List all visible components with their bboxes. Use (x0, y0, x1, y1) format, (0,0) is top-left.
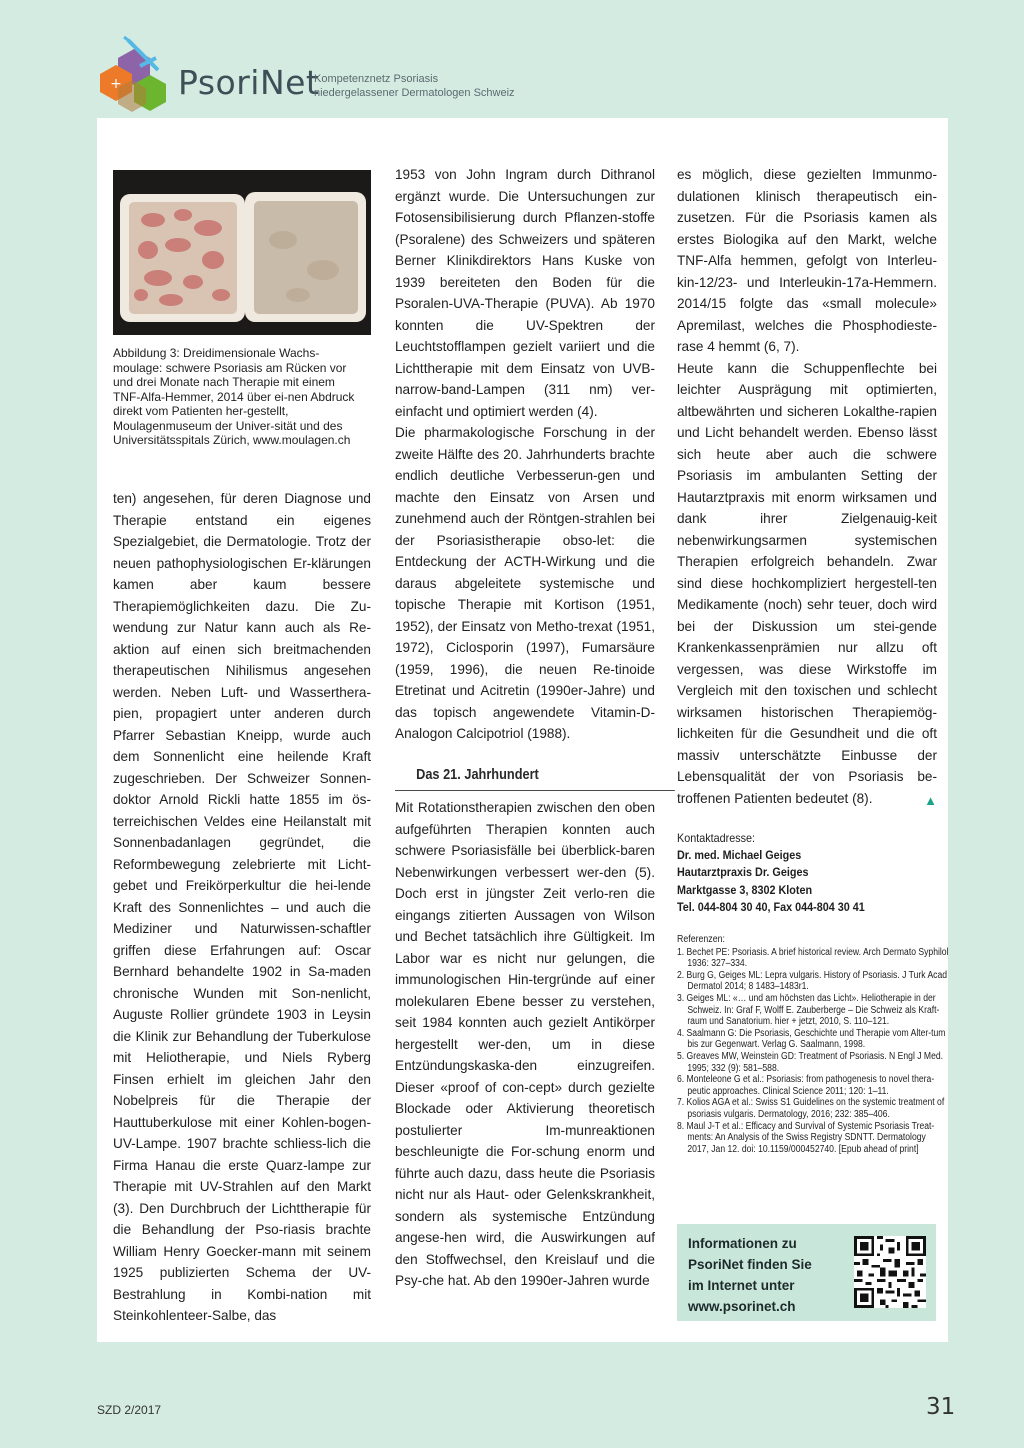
contact-label: Kontaktadresse: (677, 831, 756, 845)
reference-item: 2. Burg G, Geiges ML: Lepra vulgaris. History of Psoriasis. J Turk Acad Dermatol 2014; 8 1483–1483r1. (677, 969, 948, 993)
contact-street: Marktgasse 3, 8302 Kloten (677, 882, 813, 897)
contact-phone: Tel. 044-804 30 40, Fax 044-804 30 41 (677, 899, 865, 914)
paragraph-text: Heute kann die Schuppenflechte bei leichter Ausprägung mit optimierten, altbewährten und sicheren Lokalthe-rapien und Licht behandelt werden. Ebenso lässt sich heute aber auch die schwere Psoriasis im ambulanten Setting der Hautarztpraxis mit enorm wirksamen und dank ihrer Zielgenauig-keit nebenwirkungsarmen systemischen Therapien erfolgreich behandeln. Zwar sind diese hochkompliziert hergestell-ten Medikamente (noch) sehr teuer, doch wird bei der Diskussion um stei-gende Krankenkassenprämien nur allzu oft vergessen, was diese Wirkstoffe im Vergleich mit den toxischen und schlecht wirksamen historischen Therapiemög-lichkeiten für die Gesundheit und die oft massiv unterschätzte Einbusse der Lebensqualität der von Psoriasis be-troffenen Patienten bedeutet (8). (677, 360, 937, 806)
info-line: im Internet unter (688, 1278, 795, 1293)
tagline-line2: niedergelassener Dermatologen Schweiz (314, 87, 515, 99)
paragraph: es möglich, diese gezielten Immunmo-dulationen klinisch therapeutisch ein-zusetzen. Für die Psoriasis kamen als erstes Biologika auf den Markt, welche TNF-Alfa hemmen, gefolgt von Interleu-kin-12/23- und Interleukin-17a-Hemmern. 2014/15 folgte das «small molecule» Apremilast, welches die Phosphodieste-rase 4 hemmt (6, 7). (677, 167, 937, 354)
contact-name: Dr. med. Michael Geiges (677, 848, 802, 863)
info-url[interactable]: www.psorinet.ch (688, 1299, 796, 1314)
tagline-line1: Kompetenznetz Psoriasis (314, 73, 439, 85)
reference-item: 6. Monteleone G et al.: Psoriasis: from pathogenesis to novel thera-peutic approaches. Clinical Science 2011; 120: 1–11. (677, 1074, 935, 1097)
column-2 (395, 164, 655, 1292)
paragraph: 1953 von John Ingram durch Dithranol ergänzt wurde. Die Untersuchungen zur Fotosensibilisierung durch Pflanzen-stoffe (Psoralene) des Schweizers und späteren Berner Klinikdirektors Hans Kuske von 1939 bereiteten den Boden für die Psoralen-UVA-Therapie (PUVA). Ab 1970 konnten die UV-Spektren der Leuchtstofflampen gezielt variiert und die Lichttherapie mit dem Einsatz von UVB-narrow-band-Lampen (311 nm) ver-einfacht und optimiert werden (4). (395, 167, 655, 419)
brand-tagline (314, 72, 515, 100)
references (677, 934, 949, 1155)
qr-code-icon[interactable] (854, 1236, 926, 1308)
reference-item: 1. Bechet PE: Psoriasis. A brief historical review. Arch Dermato Syphilol 1936: 327–334. (677, 946, 949, 970)
column-1 (113, 488, 371, 1327)
reference-item: 3. Geiges ML: «… und am höchsten das Licht». Heliotherapie in der Schweiz. In: Graf F, Wolff E. Zauberberge – Die Schweiz als Kraft-raum und Sanatorium. hier + jetzt, 2010, S. 110–121. (677, 992, 940, 1028)
contact-address (677, 830, 937, 916)
paragraph: Die pharmakologische Forschung in der zweite Hälfte des 20. Jahrhunderts brachte endlich deutliche Verbesserun-gen und machte den Einsatz von Arsen und zunehmend auch der Röntgen-strahlen bei der Psoriasistherapie obso-let: die Entdeckung der ACTH-Wirkung und die daraus abgeleitete systemische und topische Therapie mit Kortison (1951, 1952), der Einsatz von Metho-trexat (1951, 1972), Ciclosporin (1997), Fumarsäure (1959, 1996), die neuen Re-tinoide Etretinat und Acitretin (1990er-Jahre) und das topisch angewendete Vitamin-D-Analogon Calcipotriol (1988). (395, 425, 655, 741)
psorinet-info-box (677, 1224, 936, 1321)
reference-item: 4. Saalmann G: Die Psoriasis, Geschichte und Therapie vom Alter-tum bis zur Gegenwart. Verlag G. Saalmann, 1998. (677, 1027, 946, 1051)
moulage-photo (113, 170, 371, 335)
reference-item: 8. Maul J-T et al.: Efficacy and Survival of Systemic Psoriasis Treat-ments: An Analysis of the Swiss Registry SDNTT. Dermatology 2017, Jan 12. doi: 10.1159/000452740. [Epub ahead of print] (677, 1120, 935, 1155)
page-number: 31 (926, 1394, 956, 1420)
reference-item: 7. Kolios AGA et al.: Swiss S1 Guidelines on the systemic treatment of psoriasis vulgaris. Dermatology, 2016; 232: 385–406. (677, 1097, 945, 1120)
column-3 (677, 164, 937, 811)
references-heading: Referenzen: (677, 934, 725, 945)
section-heading: Das 21. Jahrhundert (395, 759, 675, 792)
paragraph: Mit Rotationstherapien zwischen den oben aufgeführten Therapien konnten auch schwere Psoriasisfälle bei überblick-baren Nebenwirkungen verbessert wer-den (5). Doch erst in jüngster Zeit verlo-ren die eingangs zitierten Aussagen von Wilson und Bechet tatsächlich ihre Gültigkeit. Im Labor war es nicht nur gelungen, die immunologischen Hin-tergründe auf einer molekularen Ebene besser zu verstehen, seit 1984 konnten auch gezielt Antikörper hergestellt wer-den, um in diese Entzündungskaska-den einzugreifen. Dieser «proof of con-cept» durch gezielte Blockade oder Aktivierung theoretisch postulierter Im-munreaktionen beschleunigte die For-schung enorm und führte auch dazu, dass heute die Psoriasis nicht nur als Haut- oder Gelenkskrankheit, sondern als systemische Entzündung angese-hen wird, die Auswirkungen auf den Stoffwechsel, den Kreislauf und die Psy-che hat. Ab den 1990er-Jahren wurde (395, 800, 655, 1288)
info-text (688, 1233, 838, 1317)
info-line: Informationen zu (688, 1236, 797, 1251)
contact-practice: Hautarztpraxis Dr. Geiges (677, 865, 809, 880)
paragraph (677, 358, 937, 810)
psorinet-logo (96, 36, 186, 122)
references-list (677, 946, 949, 1156)
end-of-article-icon: ▲ (924, 792, 937, 808)
issue-label: SZD 2/2017 (97, 1403, 162, 1417)
paragraph: ten) angesehen, für deren Diagnose und Therapie entstand ein eigenes Spezialgebiet, die Dermatologie. Trotz der neuen pathophysiologischen Er-klärungen kamen aber kaum bessere Therapiemöglichkeiten dazu. Die Zu-wendung zur Natur kann auch als Re-aktion auf einen sich breitmachenden therapeutischen Nihilismus angesehen werden. Neben Luft- und Wassertherа-pien, propagiert unter anderen durch Pfarrer Sebastian Kneipp, wurde auch dem Sonnenlicht eine heilende Kraft zugeschrieben. Der Schweizer Sonnen-doktor Arnold Rickli hatte 1855 im ös-terreichischen Veldes eine Heilanstalt mit Sonnenbadanlagen gegründet, die Reformbewegung zelebrierte mit Licht-gebet und Freikörperkultur die hei-lende Kraft des Sonnenlichtes – und auch die Mediziner und Naturwissen-schaftler griffen diese Erfahrungen auf: Oscar Bernhard behandelte 1902 in Sa-maden chronische Wunden mit Son-nenlicht, Auguste Rollier gründete 1903 in Leysin die Klinik zur Behandlung der Tuberkulose mit Heliotherapie, und Niels Ryberg Finsen erhielt im gleichen Jahr den Nobelpreis für die Therapie der Hauttuberkulose mit einer Kohlen-bogen-UV-Lampe. 1907 brachte schliess-lich die Firma Hanau die erste Quarz-lampe zur Therapie mit UV-Strahlen auf den Markt (3). Den Durchbruch der Lichttherapie für die Behandlung der Pso-riasis brachte William Henry Goecker-mann mit seinem 1925 publizierten Schema der UV-Bestrahlung in Kombi-nation mit Steinkohlenteer-Salbe, das (113, 491, 371, 1323)
brand-name: PsoriNet (178, 63, 320, 102)
info-line: PsoriNet finden Sie (688, 1257, 812, 1272)
reference-item: 5. Greaves MW, Weinstein GD: Treatment of Psoriasis. N Engl J Med. 1995; 332 (9): 581–588. (677, 1050, 944, 1074)
svg-text:+: + (110, 76, 122, 92)
figure-caption: Abbildung 3: Dreidimensionale Wachs-moulage: schwere Psoriasis am Rücken vor und drei Monate nach Therapie mit einem TNF-Alfa-Hemmer, 2014 über ei-nen Abdruck direkt vom Patienten her-gestellt, Moulagenmuseum der Univer-sität und des Universitätsspitals Zürich, www.moulagen.ch (113, 346, 355, 447)
